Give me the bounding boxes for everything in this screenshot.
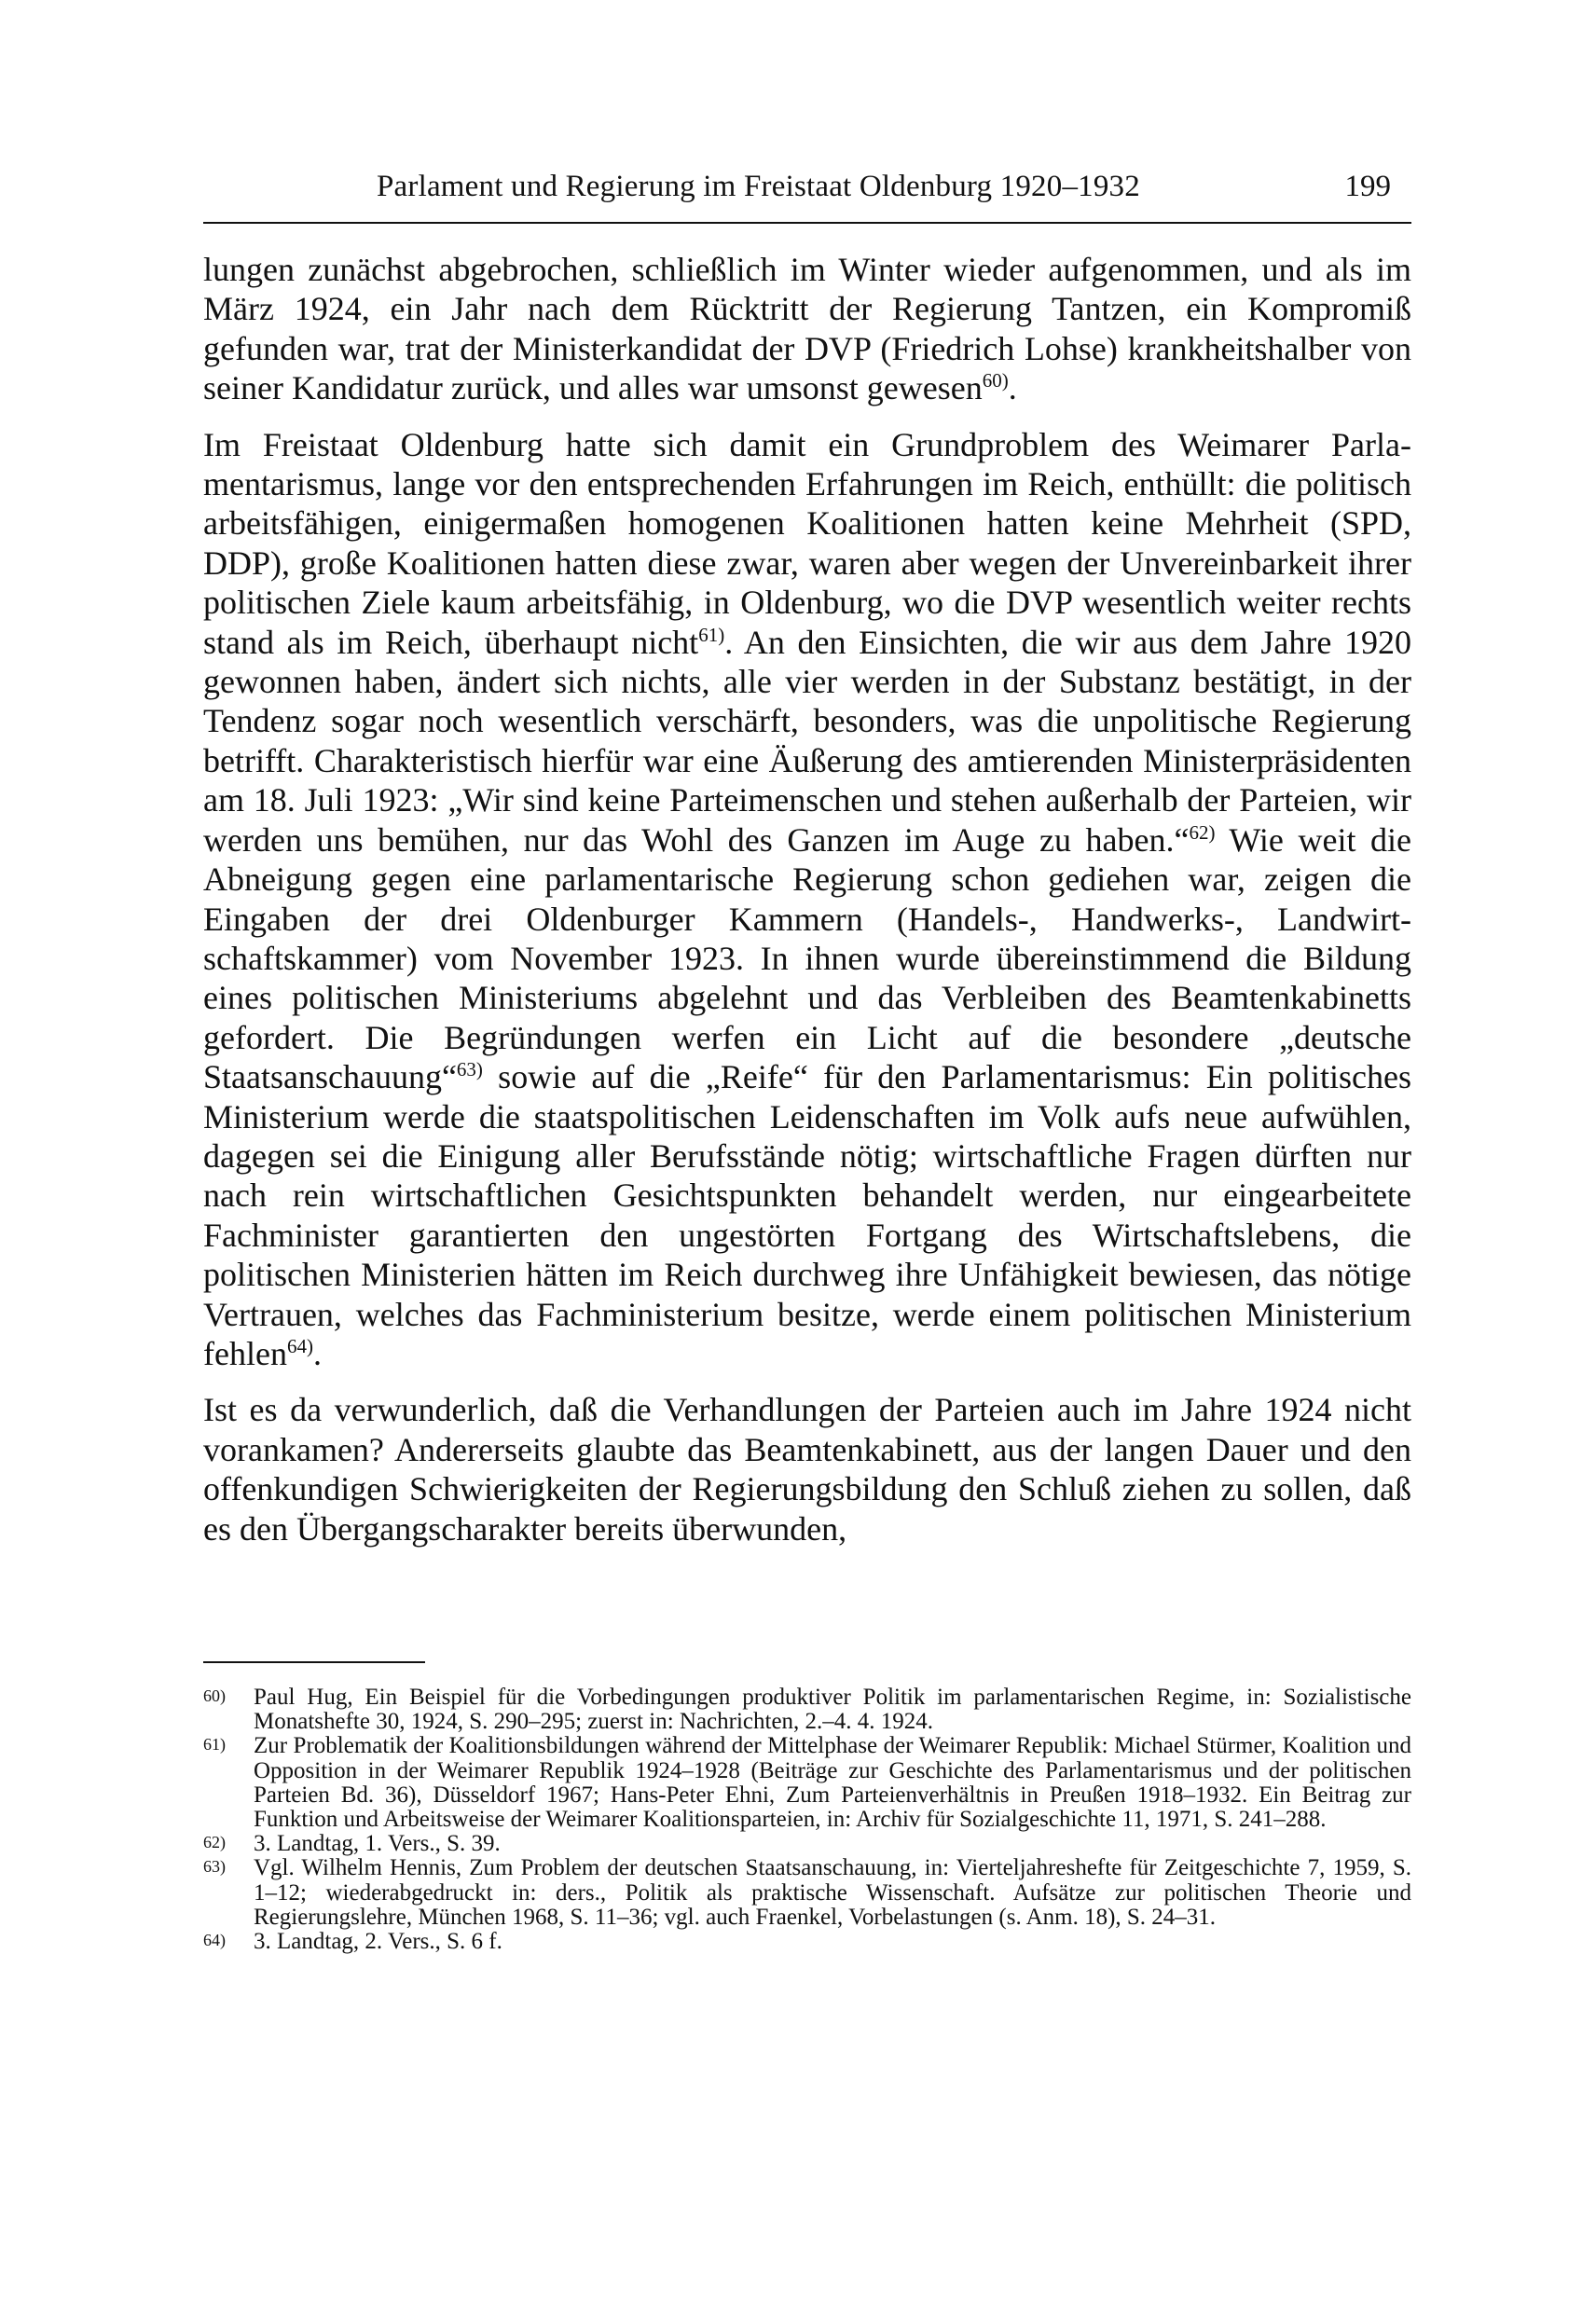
footnote-reference: 62) — [1189, 820, 1216, 844]
footnote-reference: 63) — [456, 1058, 483, 1081]
body-paragraph — [203, 425, 1411, 1374]
text-run: Ist es da verwunderlich, daß die Verhandlungen der Parteien auch im Jahre 1924 nicht vorankamen? Andererseits glaubte das Beamtenkabinett, aus der langen Dauer und den offenkundigen Schwierigkeiten der Regierungsbildung den Schluß ziehen zu sollen, daß es den Übergangscharakter bereits überwunden, — [203, 1391, 1411, 1548]
footnote-text: 3. Landtag, 1. Vers., S. 39. — [254, 1831, 501, 1857]
footnote-mark: 60) — [203, 1686, 226, 1705]
running-title: Parlament und Regierung im Freistaat Oldenburg 1920–1932 — [377, 170, 1140, 203]
footnote-mark: 61) — [203, 1735, 226, 1755]
header-rule — [203, 222, 1411, 224]
footnote — [203, 1734, 1411, 1832]
footnote-text: Zur Problematik der Koalitionsbildungen während der Mittelphase der Weimarer Republik: Michael Stürmer, Koalition und Opposition in der Weimarer Republik 1924–1928 (Beiträge zur Geschichte des Parlamentarismus und der politischen Parteien Bd. 36), Düsseldorf 1967; Hans-Peter Ehni, Zum Parteienverhältnis in Preußen 1918–1932. Ein Beitrag zur Funktion und Arbeitsweise der Weimarer Koalitionsparteien, in: Archiv für Sozialgeschichte 11, 1971, S. 241–288. — [254, 1733, 1411, 1833]
footnote-reference: 60) — [982, 369, 1009, 392]
text-run: . — [312, 1334, 322, 1372]
footnote-reference: 61) — [698, 623, 725, 646]
page-number: 199 — [1344, 170, 1391, 203]
text-run: Wie weit die Abneigung gegen eine parlamentarische Regierung schon gediehen war, zeigen die Eingaben der drei Oldenburger Kammern (Handels-, Handwerks-, Landwirtschaftskammer) vom November 1923. In ihnen wurde übereinstimmend die Bildung eines politischen Ministeriums abgelehnt und das Verbleiben des Beamtenkabinetts gefordert. Die Begründungen werfen ein Licht auf die besondere „deutsche Staatsanschauung“ — [203, 820, 1411, 1096]
body-text — [203, 250, 1411, 1548]
footnote-mark: 62) — [203, 1833, 226, 1852]
text-run: sowie auf die „Reife“ für den Parlamentarismus: Ein politisches Ministerium werde die staatspolitischen Leidenschaften im Volk aufs neue aufwühlen, dagegen sei die Einigung aller Berufsstände nötig; wirtschaftliche Fragen dürften nur nach rein wirtschaftlichen Gesichtspunkten behandelt werden, nur eingearbeitete Fachminister garantierten den ungestörten Fortgang des Wirtschaftslebens, die politischen Ministerien hätten im Reich durchweg ihre Unfähigkeit bewiesen, das nötige Vertrauen, welches das Fachministerium besitze, werde einem politischen Ministerium fehlen — [203, 1058, 1411, 1372]
text-run: lungen zunächst abgebrochen, schließlich im Winter wieder aufgenommen, und als im März 1924, ein Jahr nach dem Rücktritt der Regierung Tantzen, ein Kompromiß gefunden war, trat der Ministerkandidat der DVP (Friedrich Lohse) krankheitshalber von seiner Kandidatur zurück, und alles war umsonst gewesen — [203, 251, 1411, 407]
footnote-text: Vgl. Wilhelm Hennis, Zum Problem der deutschen Staatsanschauung, in: Vierteljahreshefte für Zeitgeschichte 7, 1959, S. 1–12; wiederabgedruckt in: ders., Politik als praktische Wissenschaft. Aufsätze zur politischen Theorie und Regierungslehre, München 1968, S. 11–36; vgl. auch Fraenkel, Vorbelastungen (s. Anm. 18), S. 24–31. — [254, 1855, 1411, 1930]
footnote — [203, 1832, 1411, 1856]
text-run: . An den Einsichten, die wir aus dem Jahre 1920 gewonnen haben, ändert sich nichts, alle vier werden in der Substanz bestätigt, in der Tendenz sogar noch wesentlich verschärft, besonders, was die unpolitische Regierung betrifft. Charakteristisch hierfür war eine Äußerung des amtierenden Ministerpräsidenten am 18. Juli 1923: „Wir sind keine Parteimenschen und stehen außerhalb der Parteien, wir werden uns bemühen, nur das Wohl des Ganzen im Auge zu haben.“ — [203, 623, 1411, 859]
text-run: . — [1008, 369, 1017, 407]
footnote-rule — [203, 1661, 425, 1663]
body-paragraph — [203, 1390, 1411, 1548]
footnote-text: 3. Landtag, 2. Vers., S. 6 f. — [254, 1929, 502, 1955]
footnote — [203, 1930, 1411, 1954]
footnote — [203, 1686, 1411, 1734]
footnote-reference: 64) — [286, 1334, 313, 1357]
footnotes — [203, 1686, 1411, 1954]
body-paragraph — [203, 250, 1411, 408]
footnote-text: Paul Hug, Ein Beispiel für die Vorbedingungen produktiver Politik im parlamentarischen Regime, in: Sozialistische Monatshefte 30, 1924, S. 290–295; zuerst in: Nachrichten, 2.–4. 4. 1924. — [254, 1685, 1411, 1735]
footnote-mark: 63) — [203, 1857, 226, 1877]
footnote-mark: 64) — [203, 1931, 226, 1950]
footnote — [203, 1856, 1411, 1930]
text-run: Im Freistaat Oldenburg hatte sich damit ein Grundproblem des Weimarer Parlamentarismus, lange vor den entsprechenden Erfahrungen im Reich, enthüllt: die politisch arbeitsfähigen, einigermaßen homogenen Koalitionen hatten keine Mehrheit (SPD, DDP), große Koalitionen hatten diese zwar, waren aber wegen der Unvereinbarkeit ihrer politischen Ziele kaum arbeitsfähig, in Oldenburg, wo die DVP wesentlich weiter rechts stand als im Reich, überhaupt nicht — [203, 425, 1411, 661]
running-head — [377, 166, 1411, 214]
